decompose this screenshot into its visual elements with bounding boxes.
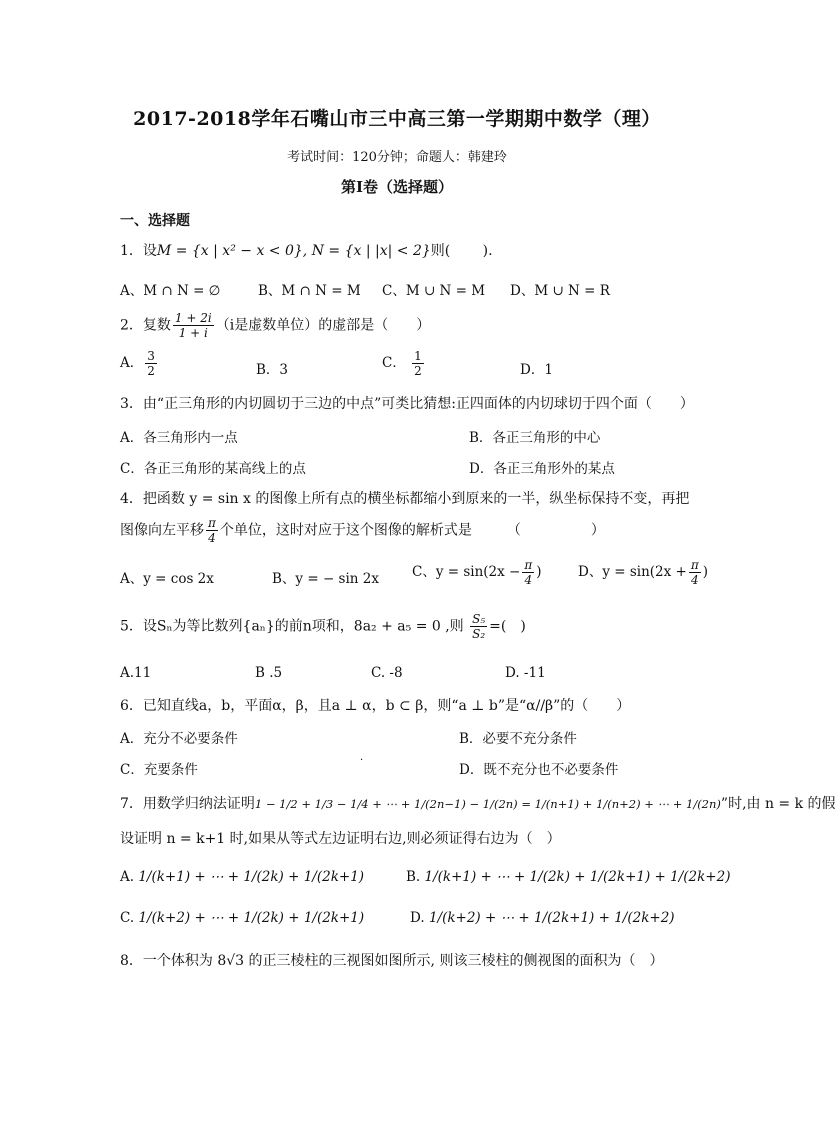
q4-option-a: A、y = cos 2x [120, 571, 214, 587]
q7-option-d [410, 910, 675, 926]
question-2 [120, 311, 430, 340]
q7-option-c-math: 1/(k+2) + ⋯ + 1/(2k) + 1/(2k+1) [138, 910, 365, 926]
q6-option-d: D．既不充分也不必要条件 [459, 762, 619, 778]
q1-math: M = {x | x² − x < 0}, N = {x | |x| < 2} [156, 243, 431, 259]
q2-option-a-denominator: 2 [147, 364, 155, 378]
q7-math: 1 − 1/2 + 1/3 − 1/4 + ⋯ + 1/(2n−1) − 1/(2n) = 1/(n+1) + 1/(n+2) + ⋯ + 1/(2n) [254, 797, 721, 811]
q7-option-d-math: 1/(k+2) + ⋯ + 1/(2k+1) + 1/(2k+2) [428, 910, 675, 926]
q4-option-d [578, 558, 708, 587]
q2-option-d: D．1 [520, 362, 553, 378]
q7-option-b-math: 1/(k+1) + ⋯ + 1/(2k) + 1/(2k+1) + 1/(2k+2) [424, 869, 731, 885]
q4-option-d-denominator: 4 [689, 572, 701, 587]
q7-option-d-label: D. [410, 910, 425, 926]
question-3: 3．由“正三角形的内切圆切于三边的中点”可类比猜想:正四面体的内切球切于四个面（ ） [120, 396, 694, 412]
q5-fraction [470, 612, 487, 641]
q4-option-c-fraction [522, 558, 534, 587]
q3-option-c: C．各正三角形的某高线上的点 [120, 461, 306, 477]
q3-option-b: B．各正三角形的中心 [469, 430, 601, 446]
q7-option-a [120, 869, 364, 885]
q4-option-d-fraction [689, 558, 701, 587]
stray-dot: · [360, 755, 364, 766]
q2-option-a-numerator: 3 [147, 349, 155, 363]
q5-fraction-numerator: S₅ [472, 612, 486, 626]
section-heading: 一、选择题 [120, 213, 190, 229]
q2-option-a-label: A． [120, 355, 144, 371]
q5-option-c: C. -8 [371, 665, 403, 681]
q3-option-d: D．各正三角形外的某点 [469, 461, 615, 477]
q1-option-c: C、M ∪ N = M [382, 283, 486, 299]
q4-fraction [206, 516, 218, 545]
q7-stem-suffix: ”时,由 n = k 的假 [720, 796, 836, 812]
q5-option-a: A.11 [120, 665, 152, 681]
q1-option-b: B、M ∩ N = M [258, 283, 361, 299]
q2-option-b: B．3 [256, 362, 289, 378]
q5-stem-suffix: =( ) [489, 618, 526, 635]
q6-option-b: B．必要不充分条件 [459, 731, 577, 747]
q5-stem-prefix: 5．设Sₙ为等比数列{aₙ}的前n项和，8a₂ + a₅ = 0 ,则 [120, 618, 464, 635]
q5-option-b: B .5 [255, 665, 283, 681]
q1-stem-prefix: 1．设 [120, 243, 157, 259]
q4-fraction-denominator: 4 [206, 530, 218, 545]
q2-stem-suffix: （i是虚数单位）的虚部是（ ） [215, 317, 431, 334]
q4-option-c-numerator: π [524, 558, 533, 572]
q1-option-d: D、M ∪ N = R [510, 283, 610, 299]
page-title: 2017-2018学年石嘴山市三中高三第一学期期中数学（理） [133, 108, 661, 130]
q1-option-a: A、M ∩ N = ∅ [120, 283, 221, 299]
q7-option-b-label: B. [406, 869, 421, 885]
q7-stem-prefix: 7．用数学归纳法证明 [120, 796, 255, 812]
question-4-line-2 [120, 516, 605, 545]
q4-option-c-denominator: 4 [522, 572, 534, 587]
q4-option-d-numerator: π [690, 558, 699, 572]
question-8: 8．一个体积为 8√3 的正三棱柱的三视图如图所示, 则该三棱柱的侧视图的面积为（ ） [120, 953, 664, 969]
q4-option-d-suffix: ) [702, 564, 709, 580]
question-1 [120, 241, 493, 261]
q2-option-c-fraction [412, 349, 424, 378]
q4-fraction-numerator: π [208, 516, 216, 530]
q1-stem-suffix: 则( ). [430, 243, 493, 259]
q2-option-a-fraction [145, 349, 157, 378]
exam-info: 考试时间：120分钟；命题人：韩建玲 [287, 150, 507, 165]
q5-option-d: D. -11 [505, 665, 546, 681]
q4-option-d-prefix: D、y = sin(2x + [578, 564, 687, 580]
q7-option-a-label: A. [120, 869, 135, 885]
q4-option-c [412, 558, 542, 587]
question-4-line-1: 4．把函数 y = sin x 的图像上所有点的横坐标都缩小到原来的一半，纵坐标保持不变，再把 [120, 491, 690, 507]
q2-option-c-numerator: 1 [414, 349, 422, 363]
q2-fraction-numerator: 1 + 2i [174, 311, 212, 325]
q4-option-c-suffix: ) [536, 564, 542, 580]
q2-option-a [120, 349, 159, 378]
q6-option-c: C．充要条件 [120, 762, 198, 778]
question-7-line-1 [120, 794, 836, 814]
question-6: 6．已知直线a，b，平面α，β，且a ⊥ α，b ⊂ β，则“a ⊥ b”是“α//β”的（ ） [120, 698, 631, 714]
q4-stem-prefix: 图像向左平移 [120, 522, 204, 539]
q4-option-b: B、y = − sin 2x [272, 571, 379, 587]
q2-option-c [382, 349, 426, 378]
q4-stem-suffix: 个单位，这时对应于这个图像的解析式是 （ ） [219, 522, 605, 539]
q6-option-a: A．充分不必要条件 [120, 731, 238, 747]
q2-fraction [173, 311, 214, 340]
q4-option-c-prefix: C、y = sin(2x − [412, 564, 521, 580]
q2-fraction-denominator: 1 + i [173, 325, 214, 340]
q2-option-c-label: C． [382, 355, 406, 371]
q7-option-b [406, 869, 730, 885]
q5-fraction-denominator: S₂ [472, 627, 486, 641]
q3-option-a: A．各三角形内一点 [120, 430, 238, 446]
question-5 [120, 612, 526, 641]
q7-option-a-math: 1/(k+1) + ⋯ + 1/(2k) + 1/(2k+1) [138, 869, 365, 885]
q7-option-c-label: C. [120, 910, 135, 926]
question-7-line-2: 设证明 n = k+1 时,如果从等式左边证明右边,则必须证得右边为（ ） [120, 831, 561, 847]
q2-option-c-denominator: 2 [414, 364, 422, 378]
volume-heading: 第Ⅰ卷（选择题） [340, 178, 454, 196]
q7-option-c [120, 910, 364, 926]
q2-stem-prefix: 2．复数 [120, 317, 171, 334]
